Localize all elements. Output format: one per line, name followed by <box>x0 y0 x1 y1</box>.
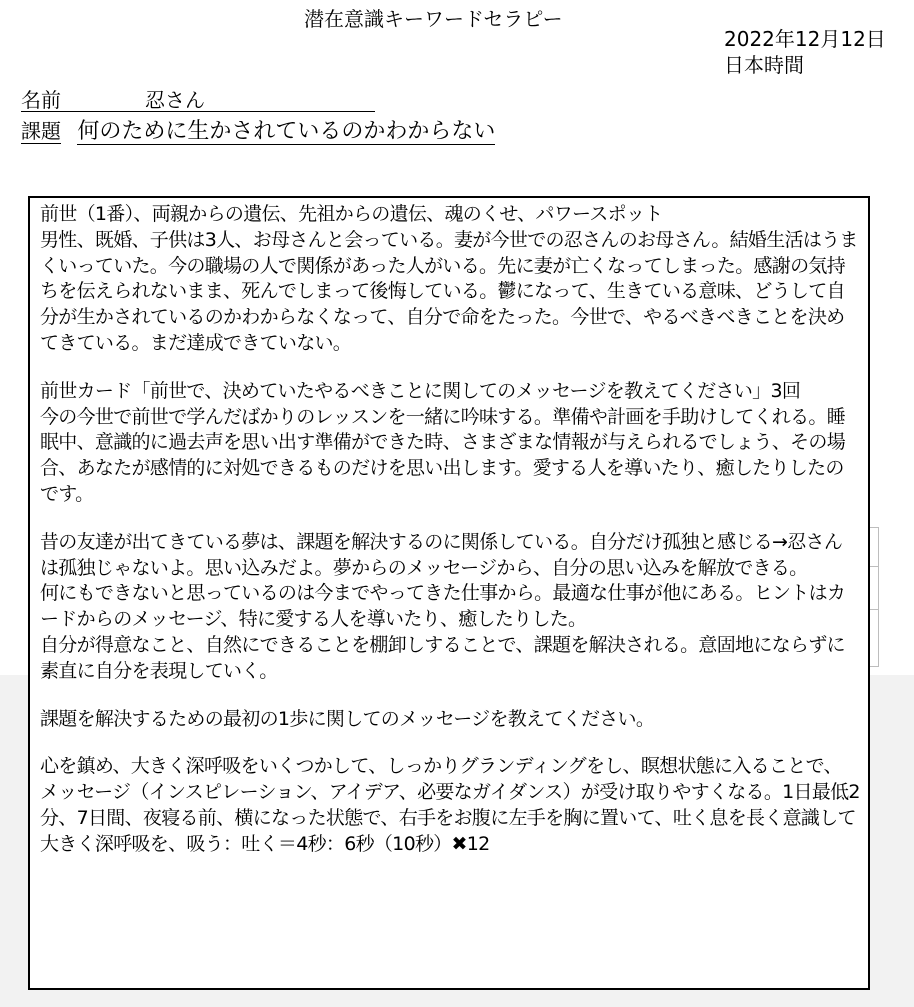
first-step-question: 課題を解決するための最初の1歩に関してのメッセージを教えてください。 <box>40 707 655 730</box>
past-life-categories: 前世（1番）、両親からの遺伝、先祖からの遺伝、魂のくせ、パワースポット <box>40 203 663 225</box>
page-title: 潜在意識キーワードセラピー <box>304 7 563 31</box>
spacer <box>40 685 860 707</box>
session-date-block <box>724 26 886 78</box>
past-life-card-question: 前世カード「前世で、決めていたやるべきことに関してのメッセージを教えてください」3回 <box>40 379 801 402</box>
name-field <box>21 87 375 112</box>
past-life-card-message: 今の今世で前世で学んだばかりのレッスンを一緒に吟味する。準備や計画を手助けしてくれる。睡眠中、意識的に過去声を思い出す準備ができた時、さまざまな情報が与えられるでしょう、その場合、あなたが感情的に対処できるものだけを思い出します。愛する人を導いたり、癒したりしたのです。 <box>40 405 846 505</box>
session-timezone: 日本時間 <box>724 53 804 77</box>
session-notes-box <box>28 196 870 990</box>
work-insight: 何にもできないと思っているのは今までやってきた仕事から。最適な仕事が他にある。ヒントはカードからのメッセージ、特に愛する人を導いたり、癒したりした。 <box>40 582 846 631</box>
past-life-story: 男性、既婚、子供は3人、お母さんと会っている。妻が今世での忍さんのお母さん。結婚生活はうまくいっていた。今の職場の人で関係があった人がいる。先に妻が亡くなってしまった。感謝の気持ちを伝えられないまま、死んでしまって後悔している。鬱になって、生きている意味、どうして自分が生かされているのかわからなくなって、自分で命をたった。今世で、やるべきべきことを決めてきている。まだ達成できていない。 <box>40 228 858 354</box>
self-expression-insight: 自分が得意なこと、自然にできることを棚卸しすることで、課題を解決される。意固地にならずに素直に自分を表現していく。 <box>40 633 845 682</box>
name-value: 忍さん <box>145 88 205 112</box>
topic-value: 何のために生かされているのかわからない <box>77 119 496 144</box>
topic-field <box>21 118 495 145</box>
spacer <box>40 357 860 379</box>
topic-label: 課題 <box>21 119 61 143</box>
dream-insight: 昔の友達が出てきている夢は、課題を解決するのに関係している。自分だけ孤独と感じる→忍さんは孤独じゃないよ。思い込みだよ。夢からのメッセージから、自分の思い込みを解放できる。 <box>40 530 843 579</box>
session-date: 2022年12月12日 <box>724 27 886 51</box>
spacer <box>40 732 860 754</box>
first-step-message: 心を鎮め、大きく深呼吸をいくつかして、しっかりグランディングをし、瞑想状態に入ることで、メッセージ（インスピレーション、アイデア、必要なガイダンス）が受け取りやすくなる。1日最低2分、7日間、夜寝る前、横になった状態で、右手をお腹に左手を胸に置いて、吐く息を長く意識して大きく深呼吸を、吸う：吐く＝4秒：6秒（10秒）✖12 <box>40 755 860 855</box>
spacer <box>40 508 860 530</box>
name-label: 名前 <box>21 88 61 112</box>
